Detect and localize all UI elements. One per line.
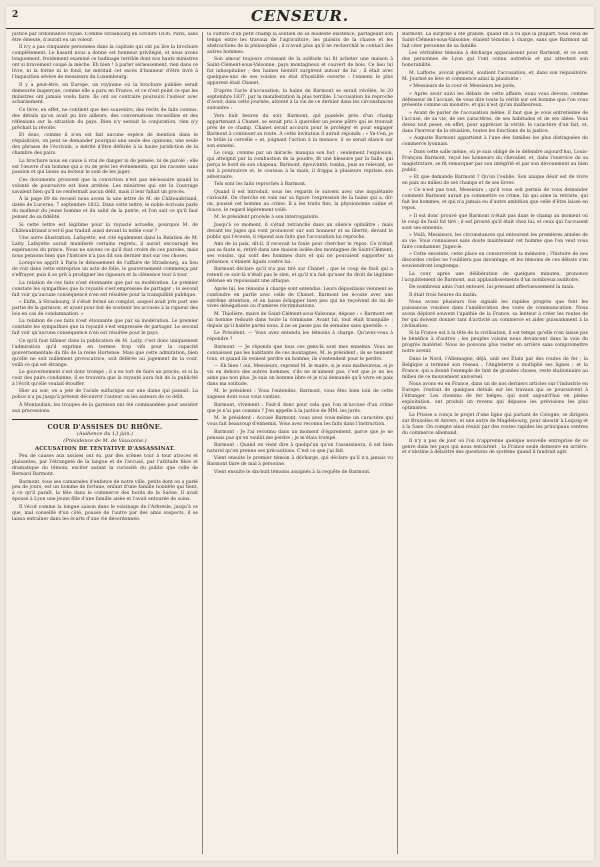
column-1 [12, 32, 198, 854]
paragraph: » Dans cette salle même, où je suis obligé de le défendre aujourd'hui, Louis-François Barmont, reçut les honneurs du chevalier, et, dans l'exercice de sa magistrature, se fit remarquer par son intégrité et par son dévouement au bien public. [402, 149, 588, 173]
paragraph: Le coup, comme par un miracle, manqua son but ; seulement l'explosion, qui atteignit par la combustion de la poudre, fit une blessure par la balle, qui perça le bord de son chapeau. Barmont, épouvanté, tomba, puis se relevant, se mit à poursuivre et, le couteau à la main, il frappa à plusieurs reprises son adversaire. [207, 151, 393, 180]
paragraph: Barmont : Je l'ai reconnu dans un moment d'égarement, parce que je ne pensais pas qu'on voulût me perdre ; je m'étais trompé. [207, 429, 393, 441]
paragraph: » Après avoir suivi les débats de cette affaire, nous vous devons, comme défenseur de l'accusé, de vous dire toute la vérité sur cet homme que l'on vous présente comme un monstre, et qui n'est qu'un malheureux. [402, 91, 588, 109]
paragraph: Vient ensuite le premier témoin à décharge, qui déclare qu'il n'a jamais vu Barmont faire de mal à personne. [207, 456, 393, 468]
paragraph: » Auguste Barmont appartient à l'une des familles les plus distinguées du commerce lyonnais. [402, 136, 588, 148]
paragraph: M. le président : Accusé Barmont, vous avez vous-même un caractère qui vous fait beaucoup d'ennemis. Vous avez reconnu les faits dans l'instruction. [207, 416, 393, 428]
paragraph: D'après l'acte d'accusation, la haine de Barmont se serait révélée, le 20 septembre 1837, par la manifestation la plus terrible. L'accusation lui reproche d'avoir, dans cette journée, attenté à la vie de ce dernier dans les circonstances suivantes : [207, 88, 393, 112]
paragraph: Ce livre, en effet, ne contient que des souvenirs, des récits de faits connus, des détails qu'on avait pu lire ailleurs, des conversations recueillies et des réflexions sur la situation du pays. Rien n'y sentait la conjuration, rien n'y prêchait la révolte. [12, 107, 198, 131]
paragraph: Et donc, comme il n'en est fait aucune espèce de mention dans le réquisitoire, on peut se demander pourquoi une seule des opinions, une seule des phrases de l'écrivain, a mérité d'être déférée à la haute juridiction de la chambre des pairs. [12, 133, 198, 157]
paragraph: Nous avons plusieurs fois signalé les rapides progrès que font les puissances voisines dans l'amélioration des voies de communication. Nous avons déploré souvent l'apathie de la France, sa lenteur à créer les routes de fer qui doivent donner tant d'activité au commerce et aider puissamment à la civilisation. [402, 300, 588, 329]
paragraph: Il vécut comme la longue saison dans le voisinage de l'Arbresle, jusqu'à ce que, mal conseillé d'un côté, poussé de l'autre par des amis suspects, il se laissa entraîner dans les écarts d'une vie désordonnée. [12, 504, 198, 522]
paragraph: Vient ensuite le dix-huit témoins assignés à la requête de Barmont. [214, 469, 371, 475]
paragraph: Si cette lettre est légitime pour la royauté actuelle, pourquoi M. de Châteaubriand n'est-il pas traduit aussi devant la noble cour ? [12, 222, 198, 234]
paragraph: Il n'y a pas de jour où l'on n'apprenne quelque nouvelle entreprise de ce genre dans les pays qui nous entourent ; la France seule demeure en arrière, et s'obstine à débattre des questions de système quand il faudrait agir. [402, 438, 588, 456]
paragraph: Ce qu'il faut blâmer dans la publication de M. Laity, c'est donc uniquement l'admiration qu'il exprime en termes trop vifs pour la capacité gouvernementale du fils de la reine Hortense. Mais que cette admiration, bien qu'elle ne soit nullement provocatrice, soit déférée au jugement de la cour, voilà ce qui est étrange. [12, 338, 198, 368]
paragraph: M. Lafforie, avocat général, soutient l'accusation, et, dans son réquisitoire, M. Journel se lève et commence ainsi la plaidoirie : [402, 70, 588, 82]
masthead: CENSEUR. [250, 7, 350, 25]
column-divider [202, 32, 203, 854]
paragraph: « Messieurs de la cour et Messieurs les jurés, [409, 84, 516, 90]
paragraph: Barmont. La surprise a été grande, quand on a vu que la plupart, tous ceux de Saint-Clément-sous-Valsonne, étaient témoins à charge, sans que Barmont ait fait citer personne de sa famille. [402, 32, 588, 49]
paragraph: » Avant de parler de l'accusation même, il faut que je vous entretienne de l'accusé, de sa vie, de ses caractères, de ses habitudes et de ses idées. Vous devez tout peser, en effet, pour apprécier la vérité, le caractère d'un fait, et, dans l'horreur de la situation, toutes les fonctions de la justice. [402, 110, 588, 134]
paragraph: Après lui, les témoins à charge sont entendus. Leurs dépositions viennent se confondre en partie avec celle de Chanet. Barmont les écoute avec une extrême attention, et en laisse échapper bien peu qui ne reçoivent de lui de vives dénégations ou d'amères récriminations. [207, 286, 393, 310]
paragraph: Barmont, vivement : Faut-il donc pour cela que l'on m'accuse d'un crime que je n'ai pas commis ? J'en appelle à la justice de MM. les jurés. [207, 402, 393, 414]
paragraph: » Il est donc prouvé que Barmont n'était pas dans le champ au moment où le coup de fusil fut tiré ; il est prouvé qu'il était chez lui, et ceux qui l'accusent sont ses ennemis. [402, 213, 588, 231]
paragraph: — Eh bien ! oui, Messieurs, reprend M. le maire, si je suis malheureux, si je vis en dehors des autres hommes, s'ils ne m'aiment pas, c'est que je ne les aime pas non plus. Je suis un homme libre et je n'ai demandé qu'à vivre en paix dans ma solitude. [207, 364, 393, 387]
section-subtitle: (Audience du 13 juin.) [76, 430, 134, 437]
paragraph: Tels sont les faits reprochés à Barmont. [214, 182, 307, 188]
paragraph: Si la France est à la tête de la civilisation, il est temps qu'elle n'en laisse pas le bénéfice à d'autres ; les peuples voisins nous devancent dans la voie du progrès matériel. Nous ne pouvons plus rester en arrière sans compromettre notre avenir. [402, 331, 588, 355]
paragraph: Barmont : Quand on vient dire à quelqu'un qu'on l'assassinera, il est bien naturel qu'on prenne ses précautions. C'est ce que j'ai fait. [207, 443, 393, 454]
paragraph: Lorsqu'on apprit à Paris le dénouement de l'affaire de Strasbourg, au lieu de voir dans cette entreprise un acte de folie, le gouvernement commença par s'effrayer, puis il se prit à prodiguer les rigueurs et la clémence tour à tour. [12, 261, 198, 279]
paragraph: Le Président. — Vous avez entendu les témoins à charge. Qu'avez-vous à répondre ? [207, 331, 393, 343]
paragraph: La cour, après une délibération de quelques minutes, prononce l'acquittement de Barmont, aux applaudissements d'un nombreux auditoire. [402, 271, 588, 283]
text-columns [12, 32, 588, 854]
paragraph: justice par ordonnance royale. Comme Strasbourg en octobre 1836, Paris, sans être émeute, n'aurait eu un voleur. [12, 32, 198, 43]
section-heading: ACCUSATION DE TENTATIVE D'ASSASSINAT. [34, 445, 176, 452]
section-rule [12, 419, 198, 420]
paragraph: » Et que demande Barmont ? Qu'on l'oublie. Son unique désir est de vivre en paix au milieu de ses champs et de ses livres. [402, 174, 588, 186]
paragraph: La Prusse a conçu le projet d'une ligne qui partant de Cologne, se dirigera sur Bruxelles et Anvers, et une autre de Magdebourg, pour aboutir à Leipzig et à la Saxe. On compte ainsi réunir par des routes rapides les principaux centres du commerce allemand. [402, 413, 588, 437]
paragraph: M. Thiolière, maire de Saint-Clément-sous-Valsonne, dépose : « Barmont est un homme redouté dans toute la commune. Avant lui, tout était tranquille ; depuis qu'il habite parmi nous, il ne se passe pas de semaine sans querelle. » [207, 311, 393, 329]
paragraph: Jusqu'à ce moment, il s'était retranché dans un silence opiniâtre ; mais devant les juges qui vont prononcer sur son honneur et sa liberté, devant le public qui l'écoute, il répond aux faits que l'accusation lui reproche. [207, 222, 393, 240]
column-3 [402, 32, 588, 854]
paragraph: Il y a peut-être, en Europe, un royaume où la brochure publiée serait demeurée inaperçue, comme elle a paru en France, et ce n'est point ce que les ministres ont jamais voulu faire. Ils ont au contraire poursuivi l'auteur avec acharnement. [12, 82, 198, 106]
paragraph: Barmont, tous ses camarades d'enfance de notre ville, petits dont on a parlé peu de jours, est un homme de fortune, enfant d'une famille honnête qui tient, à ce qu'il paraît, la tête dans le commerce des bords de la Saône. Il avait épousé à Lyon une jeune fille d'une famille aisée et l'avait entourée de soins. [12, 479, 198, 503]
paragraph: Hier au soir, on a jeté de l'acide sulfurique sur une dame qui passait. La police n'a pu jusqu'à présent découvrir l'auteur ou les auteurs de ce délit. [12, 389, 198, 401]
paragraph: À la page 89 du recueil nous avons lu une lettre de M. de Châteaubriand, datée de Lucerne, 7 septembre 1832. Dans cette lettre, le noble écrivain parle du malheur du jeune homme et du salut de la patrie, et l'on sait ce qu'il faut penser de sa fidélité. [12, 197, 198, 221]
paragraph: Barmont déclare qu'il n'a pas tiré sur Chanet ; que le coup de fusil qui a retenti ce soir-là n'était pas le sien, et qu'il n'a fait qu'user du droit de légitime défense en repoussant une attaque. [207, 267, 393, 285]
paragraph: « Enfin, à Strasbourg, il s'était formé un complot, auquel avait pris part une partie de la garnison, et ayant pour but de soutenir les accusés à la rigueur des lois en cas de condamnation. » [12, 300, 198, 317]
paragraph: Il était trois heures du matin. [409, 292, 478, 298]
paragraph: » Ce n'est pas tout, Messieurs ; qu'il vous soit permis de vous demander comment Barmont aurait pu commettre ce crime, lui qui aime la retraite, qui fuit les hommes, et qui n'a jamais eu d'autre ambition que celle d'être laissé en repos. [402, 188, 588, 212]
paragraph: » Voilà, Messieurs, les circonstances qui entourent les premières années de sa vie. Vous connaissez sans doute maintenant cet homme que l'on veut vous faire condamner. Jugez-le. [402, 233, 588, 250]
paragraph: Peu de causes aux assises ont su, par des scènes tour à tour atroces et plaisantes, par l'étrangeté de la langue et de l'accusé, par l'attitude fière et dramatique du témoin, exciter autant la curiosité du public que celle de Bernard Barmont. [12, 454, 198, 478]
paragraph: Son amour toujours croissant de la solitude lui fit acheter une maison à Saint-Clément-sous-Valsonne, pays montagneux et couvert de bois. Ce lieu lui fut inhospitalier ; des haines bientôt surgirent autour de lui ; il était avec quelques-uns de ses voisins en état d'hostilité ouverte : l'ennemi le plus apparent était Chanet. [207, 57, 393, 87]
paragraph: M. le président : Vous l'entendez, Barmont, vous êtes bien loin de cette sagesse dont vous vous vantiez. [207, 389, 393, 401]
column-divider [397, 32, 398, 854]
paragraph: la culture d'un petit champ la soutien de sa modeste existence, partageant son temps entre les travaux de l'agriculture, les plaisirs de la chasse et les abstractions de la philosophie ; il n'avait plus qu'il ne recherchât le contact des autres hommes. [207, 32, 393, 55]
paragraph: De nombreux amis l'ont entouré, lui pressant affectueusement la main. [409, 285, 575, 291]
page-number: 2 [12, 10, 19, 20]
paragraph: Une autre illustration, Lafayette, est cité également dans la Relation de M. Laity. Lafayette aurait manifesté certains regrets, il aurait encouragé les espérances du prince. Nous ne savons ce qu'il faut croire de ces paroles, mais nous pensons bien que l'histoire n'a pas dit son dernier mot sur ces choses. [12, 236, 198, 259]
paragraph: Il n'y a pas cinquante personnes dans la capitale qui ont pu lire la brochure complètement. Le hasard nous a donné cet honneur privilégié, et nous avons longuement, froidement examiné ce badinage terrible dont nos hauts ministres ont si bravement coupé la mèche. Eh bien ! à parler sérieusement, rien dans ce livre, ni la forme ni le fond, ne méritait cet excès d'honneur d'être livré à l'inquisition sévère de messieurs du Luxembourg. [12, 45, 198, 81]
section-title: COUR D'ASSISES DU RHÔNE. [47, 422, 163, 431]
paragraph: » Cette enceinte, cette place en conserveront la mémoire ; l'histoire de nos discordes civiles ne l'oubliera pas davantage, et les témoins de ces débats s'en souviendront longtemps. [402, 252, 588, 270]
newspaper-page [6, 6, 594, 861]
paragraph: Vers huit heures du soir, Barmont, qui possède près d'un champ appartenant à Chanet, se serait pris à quereller un jeune pâtre qui se trouvait près de ce champ. Chanet serait accouru pour le protéger et pour engager Barmont à continuer sa route. À cette invitation il aurait répondu : « Va-t'en, je te brûle la cervelle » et, joignant l'action à la menace, il se serait élancé sur son ennemi. [207, 113, 393, 149]
paragraph: Dans le Nord, l'Allemagne, déjà, unit ses États par des routes de fer ; la Belgique a terminé son réseau ; l'Angleterre a multiplié ses lignes ; et la France, qui a donné l'exemple de tant de grandes choses, reste stationnaire au milieu de ce mouvement universel. [402, 356, 588, 380]
paragraph: Nous avons eu en France, dans un de nos derniers articles sur l'industrie en Europe, l'extrait de quelques détails sur les travaux qui se poursuivent à l'étranger. Les chemins de fer belges, qui sont aujourd'hui en pleine exploitation, ont produit un revenu qui dépasse les prévisions les plus optimistes. [402, 381, 588, 411]
paragraph: La relation de ces faits n'est étonnante que par sa modération. Le premier constate les sympathies que la royauté s'est empressée de partager ; le second fait voir qu'aucune conséquence n'en est résultée pour la tranquillité publique. [12, 280, 198, 298]
paragraph: La relation de ces faits n'est étonnante que par sa modération. Le premier constate les sympathies que la royauté s'est empressée de partager. Le second fait voir qu'aucune conséquence n'en est résultée pour le pays. [12, 319, 198, 337]
paragraph: Le gouvernement s'est donc trompé ; il a eu tort de faire un procès, et si la cour des pairs condamne, il se trouvera que la royauté aura fait de la publicité à l'écrit qu'elle voulait étouffer. [12, 370, 198, 387]
paragraph: Ces documents prouvent que la conviction n'est pas nécessaire quand la volonté de poursuivre est bien arrêtée. Les ministres qui ont lu l'ouvrage savaient bien qu'il ne renfermait aucun délit, mais il leur fallait un procès. [12, 177, 198, 195]
page-header [6, 6, 594, 29]
paragraph: M. le président procède à son interrogatoire. [214, 215, 320, 221]
paragraph: La brochure nous en cause à vrai de danger ni de pensée, ni de parole ; elle est l'œuvre d'un homme qui a vu de près les événements, qui les raconte sans passion et qui laisse au lecteur le soin de les juger. [12, 158, 198, 176]
column-2 [207, 32, 393, 854]
paragraph: À Montauban, les troupes de la garnison ont été commandées pour assister aux processions. [12, 402, 198, 414]
paragraph: Les véritables témoins à décharge apparaissent pour Barmont, et ce sont des personnes de Lyon qui l'ont connu autrefois et qui attestent son honorabilité. [402, 51, 588, 69]
paragraph: Ami de la paix, dit-il, il recevait la foule pour chercher le repos. Ce n'était pas sa faute si, retiré dans une maison isolée des montagnes de Saint-Clément, ses voisins, qui sont des hommes durs et qui ne pouvaient supporter sa présence, s'étaient ligués contre lui. [207, 241, 393, 265]
paragraph: Barmont. — Je réponds que tous ces gens-là sont mes ennemis. Vous ne connaissez pas les habitants de ces montagnes, M. le président ; ils se tiennent tous, et quand ils veulent perdre un homme, ils s'entendent pour le perdre. [207, 344, 393, 362]
paragraph: Quand il est introduit, sous les regards le suivent avec une inquiétante curiosité. On cherche en vain sur sa figure l'expression de la haine qui a, dit-on, poussé cet homme au crime. Il a les traits fins, la physionomie calme et douce, le regard légèrement voilé. [207, 189, 393, 213]
section-presidency: (Présidence de M. de Vauxonne.) [63, 438, 147, 445]
